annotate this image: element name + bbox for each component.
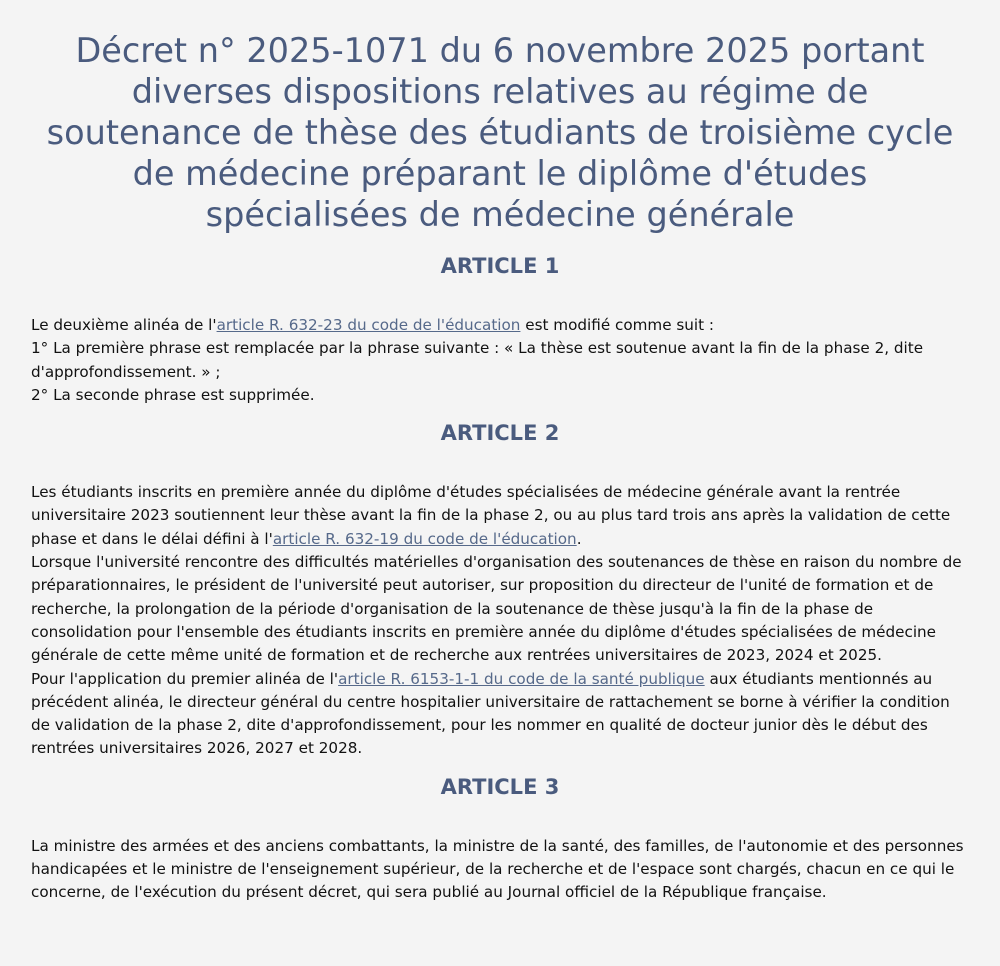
article-heading: ARTICLE 1 xyxy=(440,254,560,278)
article-heading: ARTICLE 2 xyxy=(440,421,560,446)
article-paragraph xyxy=(31,314,969,337)
text: . xyxy=(576,529,582,548)
article-body xyxy=(31,481,969,761)
article-paragraph xyxy=(31,668,969,761)
text: aux étudiants mentionnés au précédent alinéa, le directeur général du centre hospitalier universitaire de rattachement se borne à vérifier la condition de validation de la phase 2, dite d'approfondissement, pour les nommer en qualité de docteur junior dès le début des rentrées universitaires 2026, 2027 et 2028. xyxy=(31,669,950,758)
article-paragraph: 1° La première phrase est remplacée par la phrase suivante : « La thèse est soutenue avant la fin de la phase 2, dite d'approfondissement. » ; xyxy=(31,339,924,381)
decree-title: Décret n° 2025-1071 du 6 novembre 2025 portant diverses dispositions relatives au régime de soutenance de thèse des étudiants de troisième cycle de médecine préparant le diplôme d'études spécialisées de médecine générale xyxy=(46,31,954,234)
text: Le deuxième alinéa de l' xyxy=(31,316,217,334)
text: est modifié comme suit : xyxy=(520,316,715,334)
article-paragraph xyxy=(31,481,969,551)
article-paragraph: Lorsque l'université rencontre des difficultés matérielles d'organisation des soutenances de thèse en raison du nombre de préparationnaires, le président de l'université peut autoriser, sur proposition du directeur de l'unité de formation et de recherche, la prolongation de la période d'organisation de la soutenance de thèse jusqu'à la fin de la phase de consolidation pour l'ensemble des étudiants inscrits en première année du diplôme d'études spécialisées de médecine générale de cette même unité de formation et de recherche aux rentrées universitaires de 2023, 2024 et 2025. xyxy=(31,553,962,665)
article-paragraph: La ministre des armées et des anciens combattants, la ministre de la santé, des familles, de l'autonomie et des personnes handicapées et le ministre de l'enseignement supérieur, de la recherche et de l'espace sont chargés, chacun en ce qui le concerne, de l'exécution du présent décret, qui sera publié au Journal officiel de la République française. xyxy=(31,836,964,902)
link-article-r-632-19[interactable]: article R. 632-19 du code de l'éducation xyxy=(272,529,577,548)
link-article-r-6153-1-1[interactable]: article R. 6153-1-1 du code de la santé publique xyxy=(338,669,705,688)
article-1 xyxy=(31,253,969,407)
text: Les étudiants inscrits en première année du diplôme d'études spécialisées de médecine générale avant la rentrée universitaire 2023 soutiennent leur thèse avant la fin de la phase 2, ou au plus tard trois ans après la validation de cette phase et dans le délai défini à l' xyxy=(31,483,951,548)
article-body xyxy=(31,835,969,905)
article-3 xyxy=(31,774,969,905)
article-body xyxy=(31,314,969,407)
text: Pour l'application du premier alinéa de l' xyxy=(31,669,339,688)
article-2 xyxy=(31,420,969,761)
link-article-r-632-23[interactable]: article R. 632-23 du code de l'éducation xyxy=(216,316,521,334)
article-paragraph: 2° La seconde phrase est supprimée. xyxy=(31,385,315,404)
article-heading: ARTICLE 3 xyxy=(440,774,560,799)
